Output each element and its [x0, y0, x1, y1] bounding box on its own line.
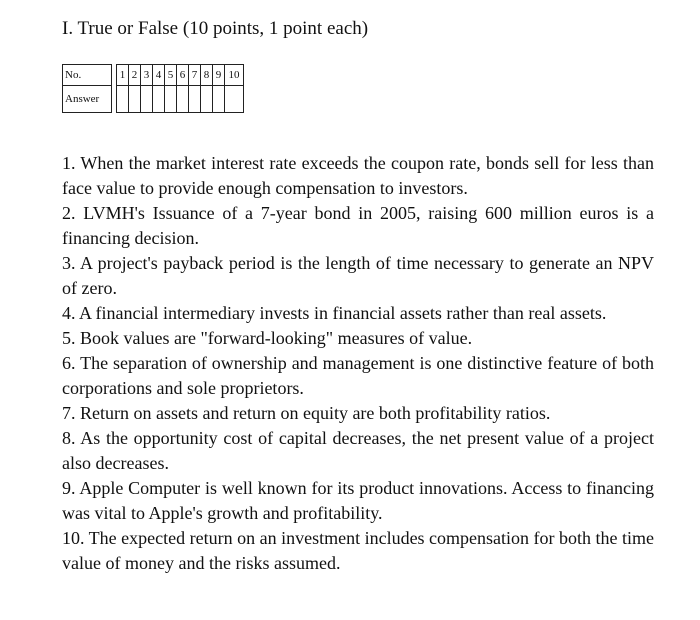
question-number-6: 6	[177, 65, 189, 86]
question-number-10: 10	[225, 65, 244, 86]
section-heading: I. True or False (10 points, 1 point each)	[62, 18, 369, 39]
answer-cell-2[interactable]	[129, 86, 141, 113]
answer-cell-8[interactable]	[201, 86, 213, 113]
question-4: 4. A financial intermediary invests in financial assets rather than real assets.	[62, 303, 607, 323]
question-number-8: 8	[201, 65, 213, 86]
question-list	[62, 151, 654, 576]
question-number-2: 2	[129, 65, 141, 86]
question-number-4: 4	[153, 65, 165, 86]
answer-cell-4[interactable]	[153, 86, 165, 113]
question-number-3: 3	[141, 65, 153, 86]
question-number-7: 7	[189, 65, 201, 86]
question-8: 8. As the opportunity cost of capital decreases, the net present value of a project also decreases.	[62, 428, 654, 473]
answer-table-no-label: No.	[63, 65, 112, 86]
question-2: 2. LVMH's Issuance of a 7-year bond in 2005, raising 600 million euros is a financing decision.	[62, 203, 654, 248]
answer-table-number-row	[63, 65, 244, 86]
answer-cell-10[interactable]	[225, 86, 244, 113]
answer-cell-3[interactable]	[141, 86, 153, 113]
answer-cell-6[interactable]	[177, 86, 189, 113]
question-10: 10. The expected return on an investment includes compensation for both the time value of money and the risks assumed.	[62, 528, 655, 573]
answer-cell-5[interactable]	[165, 86, 177, 113]
question-6: 6. The separation of ownership and management is one distinctive feature of both corporations and sole proprietors.	[62, 353, 654, 398]
answer-cell-9[interactable]	[213, 86, 225, 113]
question-number-5: 5	[165, 65, 177, 86]
question-5: 5. Book values are "forward-looking" measures of value.	[62, 328, 473, 348]
answer-table-answer-label: Answer	[63, 86, 112, 113]
question-number-9: 9	[213, 65, 225, 86]
answer-table-answer-row	[63, 86, 244, 113]
answer-cell-1[interactable]	[117, 86, 129, 113]
answer-cell-7[interactable]	[189, 86, 201, 113]
question-3: 3. A project's payback period is the length of time necessary to generate an NPV of zero.	[62, 253, 654, 298]
question-1: 1. When the market interest rate exceeds the coupon rate, bonds sell for less than face value to provide enough compensation to investors.	[62, 153, 654, 198]
question-number-1: 1	[117, 65, 129, 86]
question-9: 9. Apple Computer is well known for its product innovations. Access to financing was vital to Apple's growth and profitability.	[62, 478, 654, 523]
question-7: 7. Return on assets and return on equity are both profitability ratios.	[62, 403, 551, 423]
answer-table	[62, 64, 244, 113]
